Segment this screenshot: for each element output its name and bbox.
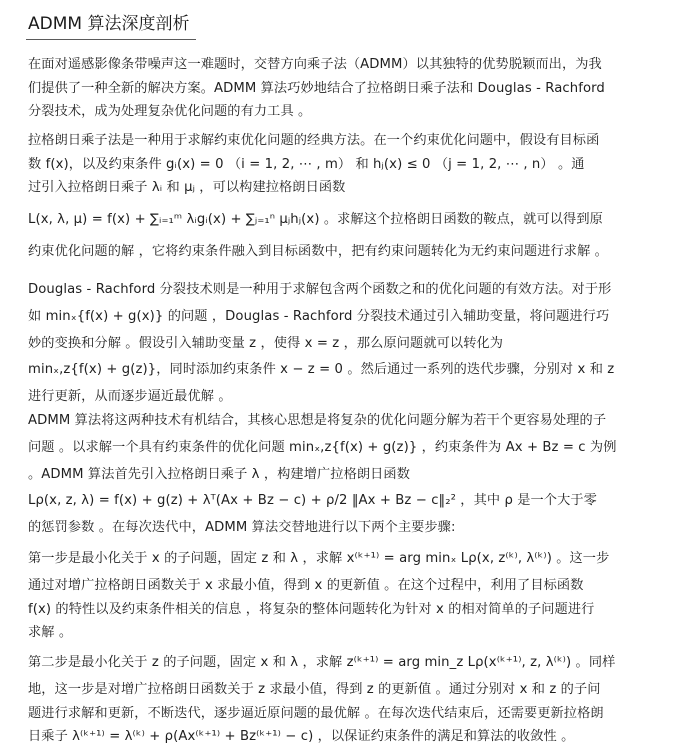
- page-title: ADMM 算法深度剖析: [28, 14, 190, 34]
- paragraph-line: Douglas - Rachford 分裂技术则是一种用于求解包含两个函数之和的优化问题的有效方法。对于形: [28, 282, 612, 297]
- paragraph-line: ADMM 算法将这两种技术有机结合，其核心思想是将复杂的优化问题分解为若干个更容易处理的子: [28, 413, 607, 428]
- formula-line: 如 minₓ{f(x) + g(x)} 的问题 ，Douglas - Rachford 分裂技术通过引入辅助变量，将问题进行巧: [28, 308, 610, 324]
- formula-line: minₓ,z{f(x) + g(z)}，同时添加约束条件 x − z = 0 。然后通过一系列的迭代步骤，分别对 x 和 z: [28, 362, 615, 377]
- paragraph-line: 题进行求解和更新，不断迭代，逐步逼近原问题的最优解 。在每次迭代结束后，还需要更新拉格朗: [28, 705, 604, 721]
- paragraph-step-one: [28, 544, 660, 645]
- paragraph-line: 地，这一步是对增广拉格朗日函数关于 z 求最小值，得到 z 的更新值 。通过分别对 x 和 z 的子问: [28, 682, 601, 697]
- paragraph-line: 。ADMM 算法首先引入拉格朗日乘子 λ ，构建增广拉格朗日函数: [28, 466, 411, 482]
- paragraph-douglas-rachford: [28, 278, 660, 409]
- paragraph-line: 数 f(x)，以及约束条件 gᵢ(x) = 0 （i = 1, 2, ⋯ , m） 和 hⱼ(x) ≤ 0 （j = 1, 2, ⋯ , n） 。通: [28, 156, 585, 172]
- paragraph-line: 过引入拉格朗日乘子 λᵢ 和 μⱼ ，可以构建拉格朗日函数: [28, 180, 346, 195]
- paragraph-intro: [28, 53, 660, 124]
- paragraph-line: 约束优化问题的解 ，它将约束条件融入到目标函数中，把有约束问题转化为无约束问题进行求解 。: [28, 243, 608, 259]
- paragraph-line: 分裂技术，成为处理复杂优化问题的有力工具 。: [28, 104, 312, 119]
- paragraph-line: f(x) 的特性以及约束条件相关的信息 ，将复杂的整体问题转化为针对 x 的相对简单的子问题进行: [28, 601, 595, 617]
- formula-line: Lρ(x, z, λ) = f(x) + g(z) + λᵀ(Ax + Bz − c) + ρ/2 ‖Ax + Bz − c‖₂² ，其中 ρ 是一个大于零: [28, 493, 597, 508]
- paragraph-line: 妙的变换和分解 。假设引入辅助变量 z ，使得 x = z ，那么原问题就可以转化为: [28, 335, 504, 351]
- formula-line: 问题 。以求解一个具有约束条件的优化问题 minₓ,z{f(x) + g(z)} ，约束条件为 Ax + Bz = c 为例: [28, 439, 617, 455]
- paragraph-step-two: [28, 648, 660, 749]
- paragraph-admm-core: [28, 409, 660, 540]
- paragraph-lagrange: [28, 129, 660, 263]
- paragraph-line: 在面对遥感影像条带噪声这一难题时，交替方向乘子法（ADMM）以其独特的优势脱颖而出，为我: [28, 57, 602, 72]
- paragraph-line: 进行更新，从而逐步逼近最优解 。: [28, 389, 232, 404]
- formula-line: L(x, λ, μ) = f(x) + ∑ᵢ₌₁ᵐ λᵢgᵢ(x) + ∑ⱼ₌₁ⁿ μⱼhⱼ(x) 。求解这个拉格朗日函数的鞍点，就可以得到原: [28, 211, 603, 227]
- paragraph-line: 日乘子 λ⁽ᵏ⁺¹⁾ = λ⁽ᵏ⁾ + ρ(Ax⁽ᵏ⁺¹⁾ + Bz⁽ᵏ⁺¹⁾ − c) ，以保证约束条件的满足和算法的收敛性 。: [28, 729, 575, 744]
- paragraph-line: 求解 。: [28, 625, 73, 640]
- title-divider: [26, 39, 196, 40]
- paragraph-line: 拉格朗日乘子法是一种用于求解约束优化问题的经典方法。在一个约束优化问题中，假设有目标函: [28, 133, 600, 148]
- formula-line: 第二步是最小化关于 z 的子问题，固定 x 和 λ ，求解 z⁽ᵏ⁺¹⁾ = arg min_z Lρ(x⁽ᵏ⁺¹⁾, z, λ⁽ᵏ⁾) 。同样: [28, 655, 616, 670]
- paragraph-line: 们提供了一种全新的解决方案。ADMM 算法巧妙地结合了拉格朗日乘子法和 Douglas - Rachford: [28, 80, 605, 96]
- paragraph-line: 通过对增广拉格朗日函数关于 x 求最小值，得到 x 的更新值 。在这个过程中，利用了目标函数: [28, 578, 584, 593]
- paragraph-line: 的惩罚参数 。在每次迭代中，ADMM 算法交替地进行以下两个主要步骤:: [28, 520, 456, 535]
- formula-line: 第一步是最小化关于 x 的子问题，固定 z 和 λ ，求解 x⁽ᵏ⁺¹⁾ = arg minₓ Lρ(x, z⁽ᵏ⁾, λ⁽ᵏ⁾) 。这一步: [28, 551, 610, 566]
